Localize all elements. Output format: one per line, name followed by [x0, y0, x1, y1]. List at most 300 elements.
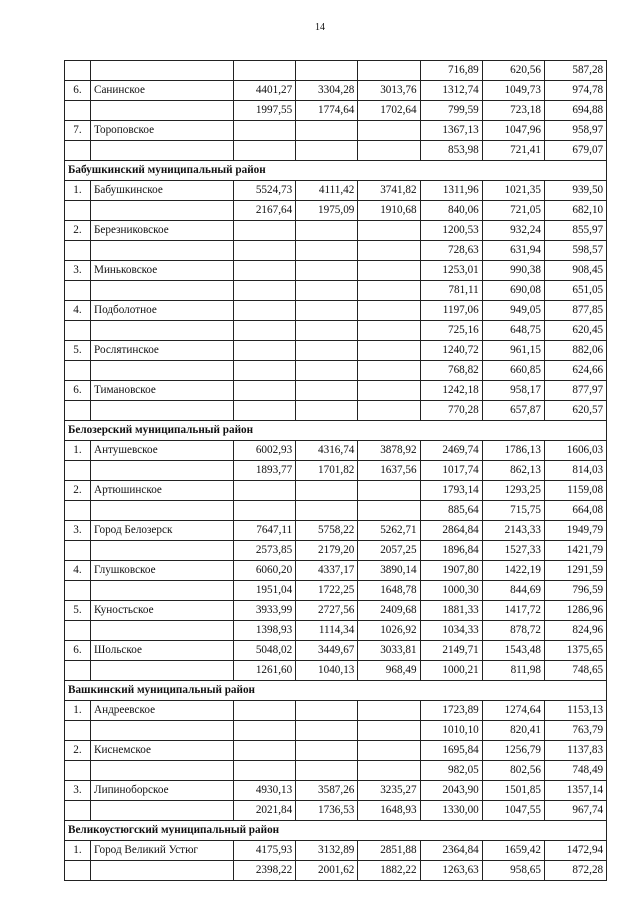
value-cell: 2001,62	[296, 861, 358, 881]
value-cell: 1648,93	[358, 801, 420, 821]
value-cell: 2851,88	[358, 841, 420, 861]
settlement-name: Шольское	[91, 641, 234, 661]
value-cell: 1975,09	[296, 201, 358, 221]
table-row	[65, 621, 607, 641]
settlement-name	[91, 721, 234, 741]
row-number: 2.	[65, 481, 91, 501]
value-cell: 763,79	[544, 721, 606, 741]
settlement-name	[91, 861, 234, 881]
value-cell: 1949,79	[544, 521, 606, 541]
row-number: 5.	[65, 341, 91, 361]
value-cell	[358, 501, 420, 521]
value-cell: 3449,67	[296, 641, 358, 661]
value-cell: 2364,84	[420, 841, 482, 861]
table-row	[65, 401, 607, 421]
settlement-name: Березниковское	[91, 221, 234, 241]
district-name: Великоустюгский муниципальный район	[65, 821, 607, 841]
value-cell	[234, 741, 296, 761]
value-cell: 878,72	[482, 621, 544, 641]
value-cell: 958,17	[482, 381, 544, 401]
settlement-name	[91, 501, 234, 521]
value-cell: 5262,71	[358, 521, 420, 541]
value-cell: 1293,25	[482, 481, 544, 501]
value-cell	[234, 341, 296, 361]
row-number	[65, 861, 91, 881]
value-cell: 968,49	[358, 661, 420, 681]
settlement-name: Санинское	[91, 81, 234, 101]
row-number	[65, 661, 91, 681]
value-cell: 1722,25	[296, 581, 358, 601]
value-cell	[358, 241, 420, 261]
settlement-name: Рослятинское	[91, 341, 234, 361]
value-cell: 1017,74	[420, 461, 482, 481]
value-cell: 1200,53	[420, 221, 482, 241]
row-number: 1.	[65, 701, 91, 721]
value-cell: 862,13	[482, 461, 544, 481]
value-cell: 1543,48	[482, 641, 544, 661]
value-cell: 1263,63	[420, 861, 482, 881]
row-number: 6.	[65, 381, 91, 401]
settlement-name: Город Белозерск	[91, 521, 234, 541]
settlement-name	[91, 621, 234, 641]
settlement-name: Артюшинское	[91, 481, 234, 501]
value-cell: 1951,04	[234, 581, 296, 601]
value-cell: 651,05	[544, 281, 606, 301]
value-cell: 824,96	[544, 621, 606, 641]
district-header-row	[65, 161, 607, 181]
value-cell: 1896,84	[420, 541, 482, 561]
value-cell: 1312,74	[420, 81, 482, 101]
table-row	[65, 601, 607, 621]
value-cell	[358, 721, 420, 741]
value-cell	[358, 341, 420, 361]
table-row	[65, 441, 607, 461]
value-cell: 1606,03	[544, 441, 606, 461]
table-row	[65, 701, 607, 721]
value-cell	[234, 481, 296, 501]
row-number: 4.	[65, 561, 91, 581]
value-cell: 1367,13	[420, 121, 482, 141]
value-cell: 648,75	[482, 321, 544, 341]
row-number	[65, 201, 91, 221]
value-cell: 1793,14	[420, 481, 482, 501]
table-row	[65, 501, 607, 521]
table-row	[65, 261, 607, 281]
value-cell	[234, 361, 296, 381]
value-cell: 1311,96	[420, 181, 482, 201]
value-cell	[234, 281, 296, 301]
value-cell	[358, 141, 420, 161]
value-cell: 1197,06	[420, 301, 482, 321]
settlement-name: Город Великий Устюг	[91, 841, 234, 861]
value-cell: 3033,81	[358, 641, 420, 661]
value-cell: 716,89	[420, 61, 482, 81]
value-cell	[296, 321, 358, 341]
table-row	[65, 221, 607, 241]
value-cell: 4316,74	[296, 441, 358, 461]
value-cell: 1417,72	[482, 601, 544, 621]
value-cell	[358, 701, 420, 721]
value-cell: 1907,80	[420, 561, 482, 581]
district-name: Бабушкинский муниципальный район	[65, 161, 607, 181]
value-cell	[358, 121, 420, 141]
value-cell: 882,06	[544, 341, 606, 361]
row-number	[65, 361, 91, 381]
row-number: 7.	[65, 121, 91, 141]
value-cell	[234, 761, 296, 781]
settlement-name	[91, 281, 234, 301]
settlement-name: Подболотное	[91, 301, 234, 321]
value-cell: 1240,72	[420, 341, 482, 361]
table-row	[65, 341, 607, 361]
value-cell	[234, 261, 296, 281]
value-cell: 748,49	[544, 761, 606, 781]
table-row	[65, 121, 607, 141]
value-cell: 1021,35	[482, 181, 544, 201]
value-cell: 1330,00	[420, 801, 482, 821]
value-cell: 2143,33	[482, 521, 544, 541]
table-row	[65, 801, 607, 821]
value-cell: 2043,90	[420, 781, 482, 801]
value-cell: 2398,22	[234, 861, 296, 881]
value-cell: 796,59	[544, 581, 606, 601]
value-cell: 1256,79	[482, 741, 544, 761]
row-number	[65, 101, 91, 121]
value-cell: 770,28	[420, 401, 482, 421]
settlement-name	[91, 761, 234, 781]
row-number	[65, 461, 91, 481]
value-cell: 1253,01	[420, 261, 482, 281]
settlement-name: Миньковское	[91, 261, 234, 281]
settlement-name: Бабушкинское	[91, 181, 234, 201]
row-number	[65, 61, 91, 81]
row-number	[65, 721, 91, 741]
value-cell: 1695,84	[420, 741, 482, 761]
district-header-row	[65, 821, 607, 841]
value-cell: 844,69	[482, 581, 544, 601]
value-cell: 3878,92	[358, 441, 420, 461]
value-cell: 1286,96	[544, 601, 606, 621]
table-row	[65, 741, 607, 761]
value-cell: 1893,77	[234, 461, 296, 481]
value-cell	[358, 741, 420, 761]
table-row	[65, 181, 607, 201]
value-cell: 2179,20	[296, 541, 358, 561]
value-cell: 3132,89	[296, 841, 358, 861]
row-number: 1.	[65, 841, 91, 861]
value-cell	[296, 381, 358, 401]
value-cell: 811,98	[482, 661, 544, 681]
settlement-name	[91, 581, 234, 601]
value-cell: 939,50	[544, 181, 606, 201]
table-row	[65, 301, 607, 321]
value-cell: 802,56	[482, 761, 544, 781]
value-cell: 908,45	[544, 261, 606, 281]
value-cell: 885,64	[420, 501, 482, 521]
value-cell: 721,05	[482, 201, 544, 221]
value-cell: 1375,65	[544, 641, 606, 661]
value-cell	[234, 121, 296, 141]
value-cell: 723,18	[482, 101, 544, 121]
table-row	[65, 321, 607, 341]
value-cell: 1159,08	[544, 481, 606, 501]
value-cell: 1242,18	[420, 381, 482, 401]
settlement-name	[91, 361, 234, 381]
value-cell: 1648,78	[358, 581, 420, 601]
settlement-name	[91, 661, 234, 681]
table-row	[65, 461, 607, 481]
value-cell	[358, 481, 420, 501]
value-cell	[234, 61, 296, 81]
value-cell	[296, 261, 358, 281]
settlement-name	[91, 101, 234, 121]
value-cell: 1774,64	[296, 101, 358, 121]
value-cell: 840,06	[420, 201, 482, 221]
value-cell	[234, 141, 296, 161]
table-row	[65, 641, 607, 661]
value-cell	[296, 741, 358, 761]
value-cell: 1153,13	[544, 701, 606, 721]
row-number	[65, 241, 91, 261]
value-cell: 1472,94	[544, 841, 606, 861]
value-cell	[296, 281, 358, 301]
value-cell	[234, 501, 296, 521]
value-cell: 958,97	[544, 121, 606, 141]
value-cell: 725,16	[420, 321, 482, 341]
value-cell: 1114,34	[296, 621, 358, 641]
value-cell: 1034,33	[420, 621, 482, 641]
value-cell: 974,78	[544, 81, 606, 101]
settlement-name: Тимановское	[91, 381, 234, 401]
value-cell: 2469,74	[420, 441, 482, 461]
value-cell: 6060,20	[234, 561, 296, 581]
value-cell: 2573,85	[234, 541, 296, 561]
page-number: 14	[315, 22, 325, 33]
row-number: 1.	[65, 181, 91, 201]
value-cell: 5758,22	[296, 521, 358, 541]
table-row	[65, 521, 607, 541]
value-cell: 2864,84	[420, 521, 482, 541]
settlement-name: Глушковское	[91, 561, 234, 581]
table-row	[65, 241, 607, 261]
value-cell	[296, 721, 358, 741]
settlement-name: Андреевское	[91, 701, 234, 721]
value-cell	[358, 61, 420, 81]
value-cell	[296, 501, 358, 521]
value-cell	[296, 761, 358, 781]
value-cell: 728,63	[420, 241, 482, 261]
value-cell: 949,05	[482, 301, 544, 321]
value-cell: 679,07	[544, 141, 606, 161]
value-cell: 1000,21	[420, 661, 482, 681]
value-cell: 1723,89	[420, 701, 482, 721]
value-cell: 1000,30	[420, 581, 482, 601]
value-cell: 4401,27	[234, 81, 296, 101]
table-row	[65, 581, 607, 601]
value-cell: 872,28	[544, 861, 606, 881]
value-cell: 1026,92	[358, 621, 420, 641]
row-number: 3.	[65, 261, 91, 281]
value-cell	[358, 361, 420, 381]
value-cell: 932,24	[482, 221, 544, 241]
value-cell	[234, 701, 296, 721]
value-cell: 3933,99	[234, 601, 296, 621]
table-row	[65, 661, 607, 681]
settlement-name: Тороповское	[91, 121, 234, 141]
value-cell	[296, 221, 358, 241]
value-cell: 1786,13	[482, 441, 544, 461]
row-number	[65, 761, 91, 781]
row-number: 2.	[65, 741, 91, 761]
value-cell	[358, 281, 420, 301]
value-cell: 657,87	[482, 401, 544, 421]
tariff-table	[64, 60, 607, 881]
value-cell: 2167,64	[234, 201, 296, 221]
value-cell: 1881,33	[420, 601, 482, 621]
value-cell: 2409,68	[358, 601, 420, 621]
value-cell	[358, 301, 420, 321]
value-cell: 855,97	[544, 221, 606, 241]
value-cell: 1010,10	[420, 721, 482, 741]
value-cell: 1291,59	[544, 561, 606, 581]
table-row	[65, 561, 607, 581]
value-cell	[296, 341, 358, 361]
value-cell: 2149,71	[420, 641, 482, 661]
value-cell	[296, 241, 358, 261]
settlement-name	[91, 241, 234, 261]
value-cell	[296, 301, 358, 321]
value-cell: 3741,82	[358, 181, 420, 201]
value-cell: 715,75	[482, 501, 544, 521]
value-cell: 3235,27	[358, 781, 420, 801]
row-number	[65, 281, 91, 301]
value-cell: 620,56	[482, 61, 544, 81]
value-cell	[358, 261, 420, 281]
row-number: 5.	[65, 601, 91, 621]
table-row	[65, 541, 607, 561]
value-cell: 990,38	[482, 261, 544, 281]
settlement-name	[91, 801, 234, 821]
row-number: 3.	[65, 521, 91, 541]
value-cell	[234, 241, 296, 261]
value-cell	[234, 321, 296, 341]
value-cell	[358, 381, 420, 401]
value-cell: 853,98	[420, 141, 482, 161]
value-cell: 1357,14	[544, 781, 606, 801]
value-cell: 7647,11	[234, 521, 296, 541]
value-cell: 664,08	[544, 501, 606, 521]
value-cell: 682,10	[544, 201, 606, 221]
settlement-name	[91, 201, 234, 221]
value-cell: 768,82	[420, 361, 482, 381]
value-cell	[358, 321, 420, 341]
table-row	[65, 61, 607, 81]
value-cell: 3013,76	[358, 81, 420, 101]
value-cell: 814,03	[544, 461, 606, 481]
value-cell: 781,11	[420, 281, 482, 301]
value-cell: 2057,25	[358, 541, 420, 561]
value-cell	[296, 481, 358, 501]
value-cell	[296, 361, 358, 381]
value-cell	[234, 401, 296, 421]
value-cell: 721,41	[482, 141, 544, 161]
value-cell: 3304,28	[296, 81, 358, 101]
table-row	[65, 481, 607, 501]
value-cell	[296, 121, 358, 141]
settlement-name: Антушевское	[91, 441, 234, 461]
value-cell: 620,45	[544, 321, 606, 341]
row-number	[65, 401, 91, 421]
row-number	[65, 541, 91, 561]
value-cell: 877,97	[544, 381, 606, 401]
value-cell: 2021,84	[234, 801, 296, 821]
row-number: 4.	[65, 301, 91, 321]
row-number: 2.	[65, 221, 91, 241]
settlement-name	[91, 541, 234, 561]
value-cell: 1274,64	[482, 701, 544, 721]
settlement-name	[91, 401, 234, 421]
value-cell: 624,66	[544, 361, 606, 381]
value-cell	[358, 221, 420, 241]
value-cell: 5048,02	[234, 641, 296, 661]
row-number: 1.	[65, 441, 91, 461]
settlement-name: Липиноборское	[91, 781, 234, 801]
table-row	[65, 381, 607, 401]
value-cell: 1047,55	[482, 801, 544, 821]
value-cell: 3587,26	[296, 781, 358, 801]
value-cell: 1910,68	[358, 201, 420, 221]
table-row	[65, 141, 607, 161]
value-cell: 982,05	[420, 761, 482, 781]
value-cell: 1659,42	[482, 841, 544, 861]
settlement-name	[91, 321, 234, 341]
row-number	[65, 801, 91, 821]
value-cell: 1997,55	[234, 101, 296, 121]
district-name: Белозерский муниципальный район	[65, 421, 607, 441]
value-cell: 1422,19	[482, 561, 544, 581]
value-cell: 1421,79	[544, 541, 606, 561]
value-cell	[358, 401, 420, 421]
value-cell: 2727,56	[296, 601, 358, 621]
value-cell: 877,85	[544, 301, 606, 321]
value-cell	[234, 301, 296, 321]
value-cell: 631,94	[482, 241, 544, 261]
value-cell: 694,88	[544, 101, 606, 121]
row-number: 3.	[65, 781, 91, 801]
value-cell: 1701,82	[296, 461, 358, 481]
value-cell: 660,85	[482, 361, 544, 381]
value-cell: 6002,93	[234, 441, 296, 461]
district-name: Вашкинский муниципальный район	[65, 681, 607, 701]
table-row	[65, 861, 607, 881]
value-cell	[234, 721, 296, 741]
value-cell: 1527,33	[482, 541, 544, 561]
value-cell: 1049,73	[482, 81, 544, 101]
table-row	[65, 721, 607, 741]
value-cell: 1398,93	[234, 621, 296, 641]
table-row	[65, 361, 607, 381]
value-cell	[296, 61, 358, 81]
value-cell: 1047,96	[482, 121, 544, 141]
table-row	[65, 841, 607, 861]
value-cell: 4930,13	[234, 781, 296, 801]
row-number: 6.	[65, 81, 91, 101]
table-row	[65, 761, 607, 781]
value-cell: 748,65	[544, 661, 606, 681]
row-number	[65, 501, 91, 521]
value-cell: 1137,83	[544, 741, 606, 761]
value-cell: 690,08	[482, 281, 544, 301]
